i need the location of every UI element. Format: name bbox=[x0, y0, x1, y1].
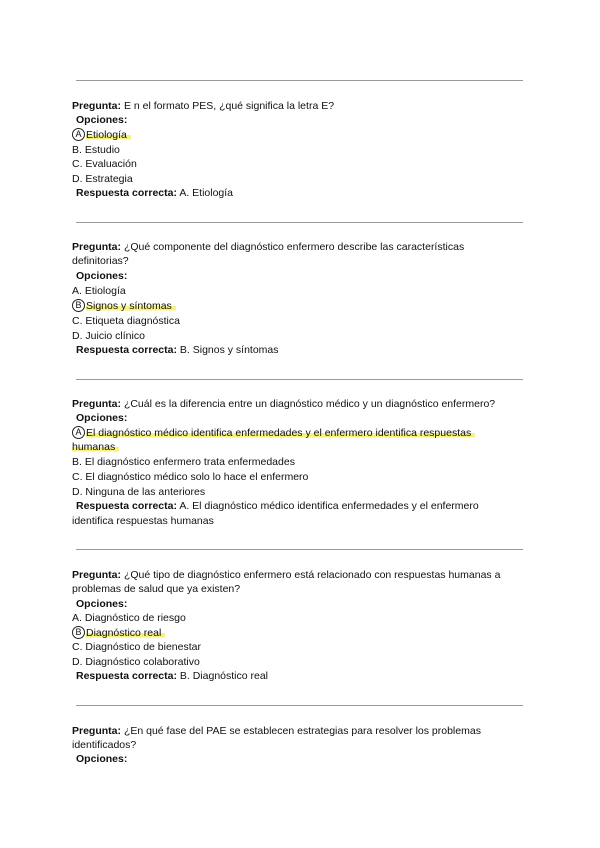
option-selected[interactable]: A Etiología bbox=[72, 128, 532, 142]
correct-answer: Respuesta correcta: A. Etiología bbox=[76, 187, 234, 199]
option-b[interactable]: B. El diagnóstico enfermero trata enfermedades bbox=[72, 456, 295, 468]
selected-circle-icon: B bbox=[72, 626, 85, 639]
option-selected[interactable]: A El diagnóstico médico identifica enfermedades y el enfermero identifica respuestas bbox=[72, 426, 532, 440]
option-d[interactable]: D. Diagnóstico colaborativo bbox=[72, 656, 200, 668]
option-d[interactable]: D. Juicio clínico bbox=[72, 330, 145, 342]
option-a[interactable]: A. Diagnóstico de riesgo bbox=[72, 612, 186, 624]
option-selected[interactable]: B Signos y síntomas bbox=[72, 299, 532, 313]
selected-circle-icon: A bbox=[72, 128, 85, 141]
question-2-text: Pregunta: ¿Qué componente del diagnóstico enfermero describe las características bbox=[72, 241, 465, 253]
question-4-text-cont: problemas de salud que ya existen? bbox=[72, 583, 241, 595]
option-selected[interactable]: B Diagnóstico real bbox=[72, 626, 532, 640]
separator-rule bbox=[76, 549, 523, 550]
question-4-text: Pregunta: ¿Qué tipo de diagnóstico enfermero está relacionado con respuestas humanas a bbox=[72, 569, 501, 581]
option-c[interactable]: C. Evaluación bbox=[72, 158, 137, 170]
option-d[interactable]: D. Estrategia bbox=[72, 173, 133, 185]
question-1-text: Pregunta: E n el formato PES, ¿qué significa la letra E? bbox=[72, 100, 335, 112]
separator-rule bbox=[76, 222, 523, 223]
correct-answer: Respuesta correcta: B. Diagnóstico real bbox=[76, 670, 269, 682]
selected-circle-icon: B bbox=[72, 299, 85, 312]
options-label: Opciones: bbox=[76, 753, 128, 765]
option-b[interactable]: B. Estudio bbox=[72, 144, 120, 156]
options-label: Opciones: bbox=[76, 114, 128, 126]
separator-rule bbox=[76, 705, 523, 706]
option-d[interactable]: D. Ninguna de las anteriores bbox=[72, 486, 206, 498]
question-3-text: Pregunta: ¿Cuál es la diferencia entre un diagnóstico médico y un diagnóstico enfermero? bbox=[72, 398, 496, 410]
option-c[interactable]: C. Diagnóstico de bienestar bbox=[72, 641, 201, 653]
question-5-text: Pregunta: ¿En qué fase del PAE se establecen estrategias para resolver los problemas bbox=[72, 725, 481, 737]
options-label: Opciones: bbox=[76, 412, 128, 424]
option-selected-cont[interactable]: humanas bbox=[72, 440, 532, 454]
separator-rule bbox=[76, 80, 523, 81]
option-c[interactable]: C. Etiqueta diagnóstica bbox=[72, 315, 180, 327]
question-2-text-cont: definitorias? bbox=[72, 255, 129, 267]
options-label: Opciones: bbox=[76, 270, 128, 282]
options-label: Opciones: bbox=[76, 598, 128, 610]
question-5-text-cont: identificados? bbox=[72, 739, 137, 751]
option-c[interactable]: C. El diagnóstico médico solo lo hace el enfermero bbox=[72, 471, 309, 483]
selected-circle-icon: A bbox=[72, 426, 85, 439]
correct-answer: Respuesta correcta: A. El diagnóstico médico identifica enfermedades y el enfermero bbox=[76, 500, 479, 512]
correct-answer: Respuesta correcta: B. Signos y síntomas bbox=[76, 344, 279, 356]
separator-rule bbox=[76, 379, 523, 380]
correct-answer-cont: identifica respuestas humanas bbox=[72, 515, 214, 527]
option-a[interactable]: A. Etiología bbox=[72, 285, 126, 297]
